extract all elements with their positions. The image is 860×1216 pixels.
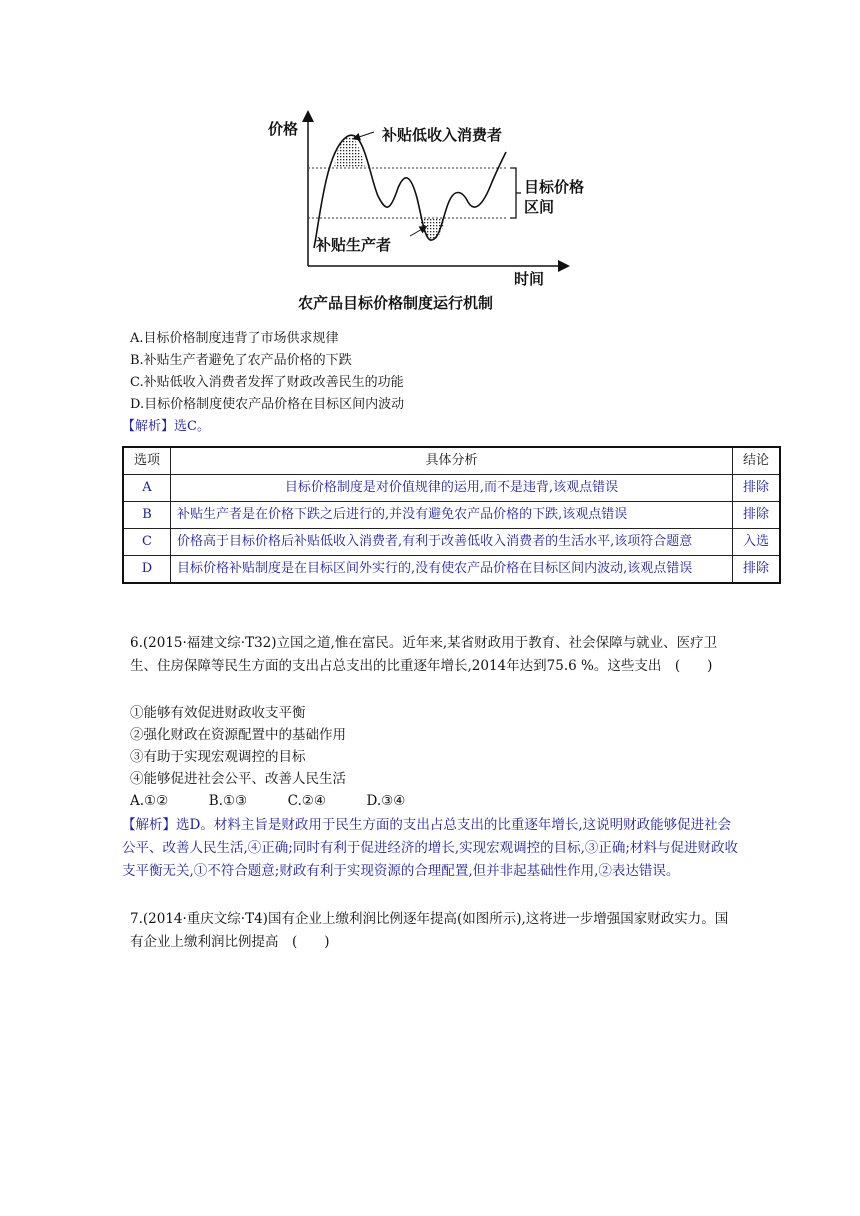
q7-stem: 7.(2014·重庆文综·T4)国有企业上缴利润比例逐年提高(如图所示),这将进一步增强国家财政实力。国有企业上缴利润比例提高 ( ) bbox=[130, 911, 729, 950]
q6-choices: A.①② B.①③ C.②④ D.③④ bbox=[130, 793, 406, 809]
q6-analysis bbox=[122, 814, 740, 883]
consumer-arrow bbox=[356, 132, 374, 138]
row-option: D bbox=[123, 556, 171, 584]
table-row bbox=[123, 529, 780, 556]
table-row bbox=[123, 475, 780, 502]
y-axis-label: 价格 bbox=[268, 120, 299, 138]
option-c: C.补贴低收入消费者发挥了财政改善民生的功能 bbox=[130, 375, 404, 390]
option-b: B.补贴生产者避免了农产品价格的下跌 bbox=[130, 353, 352, 368]
row-analysis: 价格高于目标价格后补贴低收入消费者,有利于改善低收入消费者的生活水平,该项符合题意 bbox=[171, 529, 733, 556]
figure-caption: 农产品目标价格制度运行机制 bbox=[298, 294, 494, 312]
table-header-row bbox=[123, 447, 780, 475]
row-analysis: 补贴生产者是在价格下跌之后进行的,并没有避免农产品价格的下跌,该观点错误 bbox=[171, 502, 733, 529]
analysis-answer: 选C。 bbox=[174, 419, 210, 434]
analysis-tag: 【解析】 bbox=[122, 419, 175, 434]
analysis-tag: 【解析】 bbox=[122, 817, 176, 833]
analysis-table bbox=[122, 446, 781, 584]
q5-analysis bbox=[122, 418, 210, 436]
table-row bbox=[123, 556, 780, 584]
header-analysis: 具体分析 bbox=[171, 447, 733, 475]
q6-item-3: ③有助于实现宏观调控的目标 bbox=[130, 749, 306, 765]
row-option: B bbox=[123, 502, 171, 529]
row-option: A bbox=[123, 475, 171, 502]
target-range-label-2: 区间 bbox=[524, 198, 555, 216]
q6-stem: 6.(2015·福建文综·T32)立国之道,惟在富民。近年来,某省财政用于教育、社会保障与就业、医疗卫生、住房保障等民生方面的支出占总支出的比重逐年增长,2014年达到75.6 %。这些支出 ( ) bbox=[130, 635, 718, 674]
q6-item-4: ④能够促进社会公平、改善人民生活 bbox=[130, 771, 346, 787]
table-row bbox=[123, 502, 780, 529]
q6-item-2: ②强化财政在资源配置中的基础作用 bbox=[130, 727, 346, 743]
consumer-subsidy-label: 补贴低收入消费者 bbox=[382, 126, 503, 144]
option-a: A.目标价格制度违背了市场供求规律 bbox=[130, 331, 339, 346]
option-d: D.目标价格制度使农产品价格在目标区间内波动 bbox=[130, 397, 405, 412]
price-mechanism-figure bbox=[262, 108, 585, 320]
analysis-text: 选D。材料主旨是财政用于民生方面的支出占总支出的比重逐年增长,这说明财政能够促进社会公平、改善人民生活,④正确;同时有利于促进经济的增长,实现宏观调控的目标,③正确;材料与促进财政收支平衡无关,①不符合题意;财政有利于实现资源的合理配置,但并非起基础性作用,②表达错误。 bbox=[122, 817, 738, 879]
q6-item-1: ①能够有效促进财政收支平衡 bbox=[130, 705, 306, 721]
x-axis-label: 时间 bbox=[514, 270, 545, 288]
row-conclusion: 排除 bbox=[733, 556, 781, 584]
row-analysis: 目标价格补贴制度是在目标区间外实行的,没有使农产品价格在目标区间内波动,该观点错误 bbox=[171, 556, 733, 584]
row-conclusion: 排除 bbox=[733, 475, 781, 502]
header-conclusion: 结论 bbox=[733, 447, 781, 475]
row-conclusion: 入选 bbox=[733, 529, 781, 556]
row-conclusion: 排除 bbox=[733, 502, 781, 529]
header-option: 选项 bbox=[123, 447, 171, 475]
row-option: C bbox=[123, 529, 171, 556]
subsidy-consumer-area bbox=[334, 136, 365, 168]
row-analysis: 目标价格制度是对价值规律的运用,而不是违背,该观点错误 bbox=[171, 475, 733, 502]
range-bracket bbox=[510, 168, 521, 218]
producer-subsidy-label: 补贴生产者 bbox=[316, 236, 392, 254]
producer-arrow bbox=[410, 228, 424, 236]
target-range-label-1: 目标价格 bbox=[524, 178, 585, 196]
